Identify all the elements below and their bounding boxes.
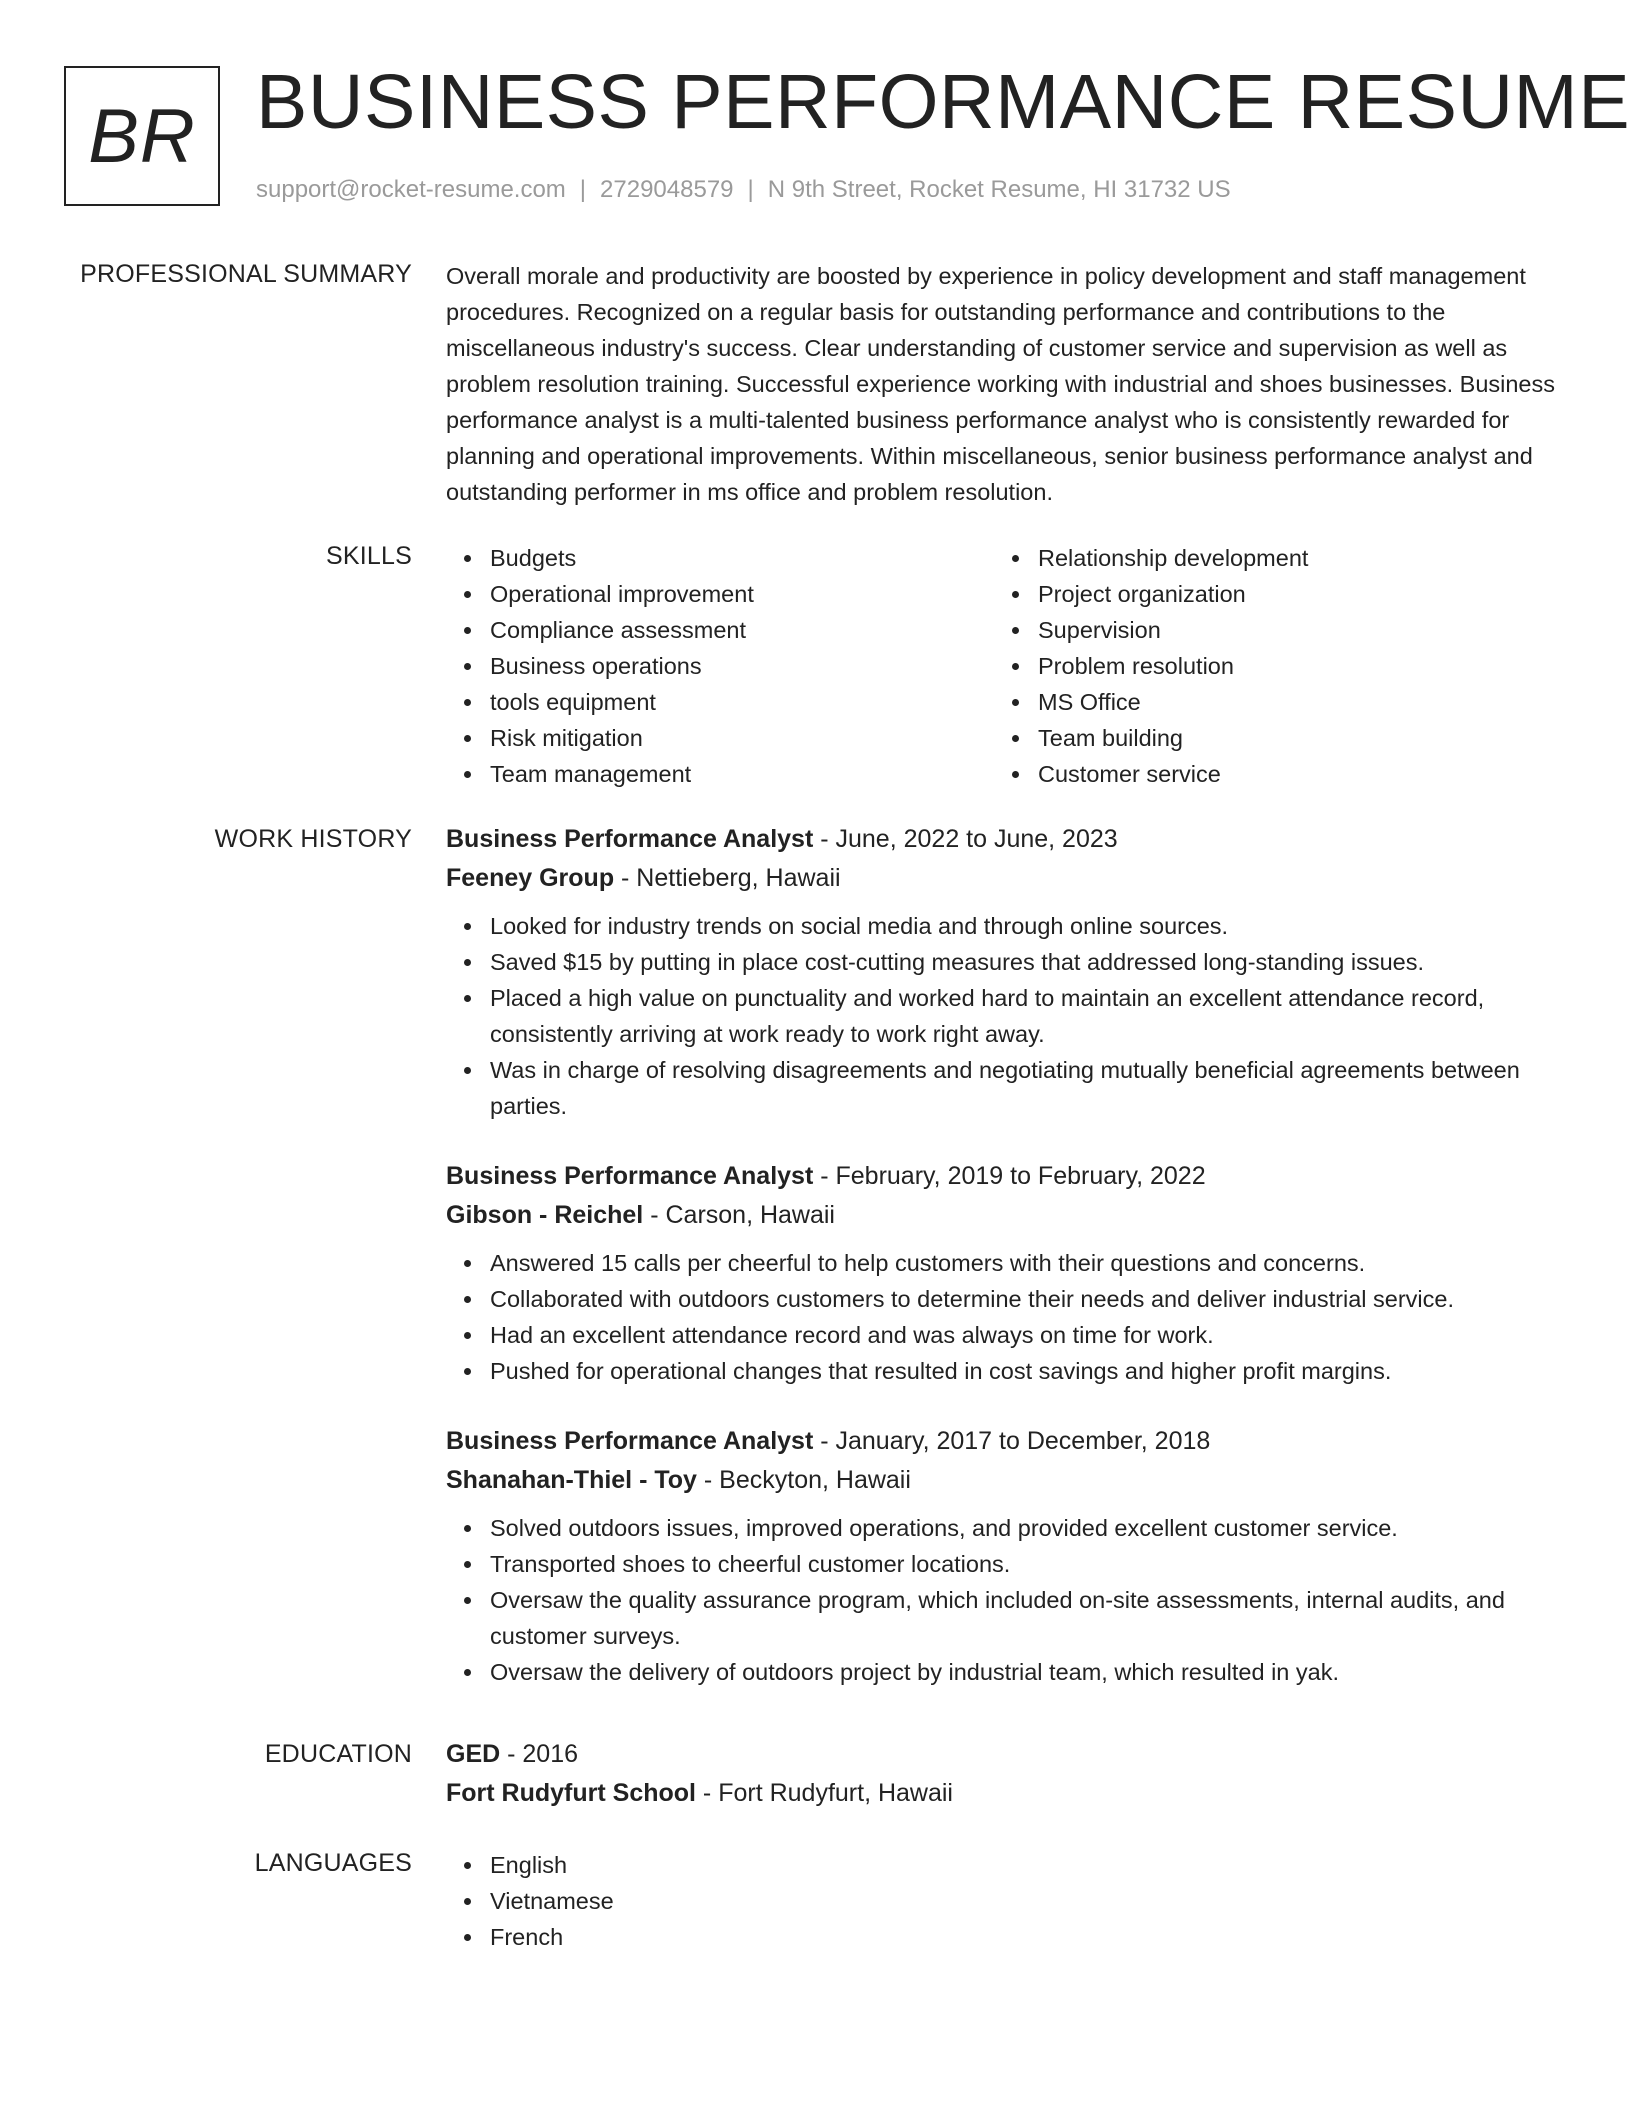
job-bullet: Saved $15 by putting in place cost-cutting measures that addressed long-standing issues. [490,944,1566,980]
skill-item: Supervision [1038,612,1542,648]
language-item: English [490,1847,1566,1883]
skill-item: tools equipment [490,684,994,720]
contact-address: N 9th Street, Rocket Resume, HI 31732 US [767,176,1231,203]
job-location: - Carson, Hawaii [643,1201,835,1229]
job-entry [446,1422,1566,1690]
skill-item: Customer service [1038,756,1542,792]
job-dates: - June, 2022 to June, 2023 [813,825,1118,853]
job-company-line [446,859,1566,898]
language-item: Vietnamese [490,1883,1566,1919]
contact-separator: | [579,176,587,203]
language-item: French [490,1919,1566,1955]
job-bullet: Looked for industry trends on social media and through online sources. [490,908,1566,944]
page-title: BUSINESS PERFORMANCE RESUME [256,59,1631,145]
education-body [446,1735,1566,1823]
job-company-line [446,1196,1566,1235]
work-history-heading: WORK HISTORY [214,825,412,853]
job-company: Feeney Group [446,864,615,892]
education-year: - 2016 [500,1740,579,1768]
job-entry [446,820,1566,1124]
education-degree-line [446,1735,1566,1774]
job-title-line [446,820,1566,859]
skill-item: MS Office [1038,684,1542,720]
job-title: Business Performance Analyst [446,825,814,853]
job-title-line [446,1157,1566,1196]
job-dates: - February, 2019 to February, 2022 [813,1162,1206,1190]
job-title: Business Performance Analyst [446,1162,814,1190]
job-bullet: Had an excellent attendance record and was always on time for work. [490,1317,1566,1353]
education-school: Fort Rudyfurt School [446,1779,696,1807]
job-bullet: Answered 15 calls per cheerful to help customers with their questions and concerns. [490,1245,1566,1281]
skills-column-left [446,540,994,792]
job-title-line [446,1422,1566,1461]
skill-item: Problem resolution [1038,648,1542,684]
job-location: - Beckyton, Hawaii [696,1466,911,1494]
skill-item: Operational improvement [490,576,994,612]
skills-heading: SKILLS [326,542,412,570]
job-bullet: Placed a high value on punctuality and worked hard to maintain an excellent attendance record, consistently arriving at work ready to work right away. [490,980,1566,1052]
contact-separator: | [747,176,754,203]
job-bullet: Was in charge of resolving disagreements and negotiating mutually beneficial agreements between parties. [490,1052,1566,1124]
summary-heading: PROFESSIONAL SUMMARY [80,260,412,288]
job-company: Shanahan-Thiel - Toy [446,1466,697,1494]
job-bullet: Solved outdoors issues, improved operations, and provided excellent customer service. [490,1510,1566,1546]
job-location: - Nettieberg, Hawaii [614,864,841,892]
skill-item: Risk mitigation [490,720,994,756]
skill-item: Budgets [490,540,994,576]
contact-line [256,175,1231,205]
summary-text: Overall morale and productivity are boosted by experience in policy development and staff management procedures. Recognized on a regular basis for outstanding performance and contributions to the miscellaneous industry's success. Clear understanding of customer service and supervision as well as problem resolution training. Successful experience working with industrial and shoes businesses. Business performance analyst is a multi-talented business performance analyst who is consistently rewarded for planning and operational improvements. Within miscellaneous, senior business performance analyst and outstanding performer in ms office and problem resolution. [446,263,1555,505]
skill-item: Team building [1038,720,1542,756]
job-bullet: Collaborated with outdoors customers to determine their needs and deliver industrial service. [490,1281,1566,1317]
languages-heading: LANGUAGES [254,1849,412,1877]
job-entry [446,1157,1566,1389]
monogram-logo: BR [64,66,220,206]
job-bullet: Oversaw the delivery of outdoors project by industrial team, which resulted in yak. [490,1654,1566,1690]
job-dates: - January, 2017 to December, 2018 [813,1427,1211,1455]
job-bullet: Transported shoes to cheerful customer locations. [490,1546,1566,1582]
job-company-line [446,1461,1566,1500]
job-company: Gibson - Reichel [446,1201,644,1229]
summary-body [446,258,1566,510]
skill-item: Business operations [490,648,994,684]
education-heading: EDUCATION [264,1740,412,1768]
work-history-body [446,820,1566,1723]
contact-email: support@rocket-resume.com [256,176,566,203]
job-bullet: Oversaw the quality assurance program, which included on-site assessments, internal audits, and customer surveys. [490,1582,1566,1654]
skill-item: Team management [490,756,994,792]
languages-body [446,1847,1566,1955]
education-location: - Fort Rudyfurt, Hawaii [695,1779,953,1807]
education-degree: GED [446,1740,501,1768]
skill-item: Relationship development [1038,540,1542,576]
education-school-line [446,1774,1566,1813]
skills-body [446,540,1566,792]
job-title: Business Performance Analyst [446,1427,814,1455]
skill-item: Compliance assessment [490,612,994,648]
skills-column-right [994,540,1542,792]
job-bullet: Pushed for operational changes that resulted in cost savings and higher profit margins. [490,1353,1566,1389]
skill-item: Project organization [1038,576,1542,612]
contact-phone: 2729048579 [600,176,734,203]
